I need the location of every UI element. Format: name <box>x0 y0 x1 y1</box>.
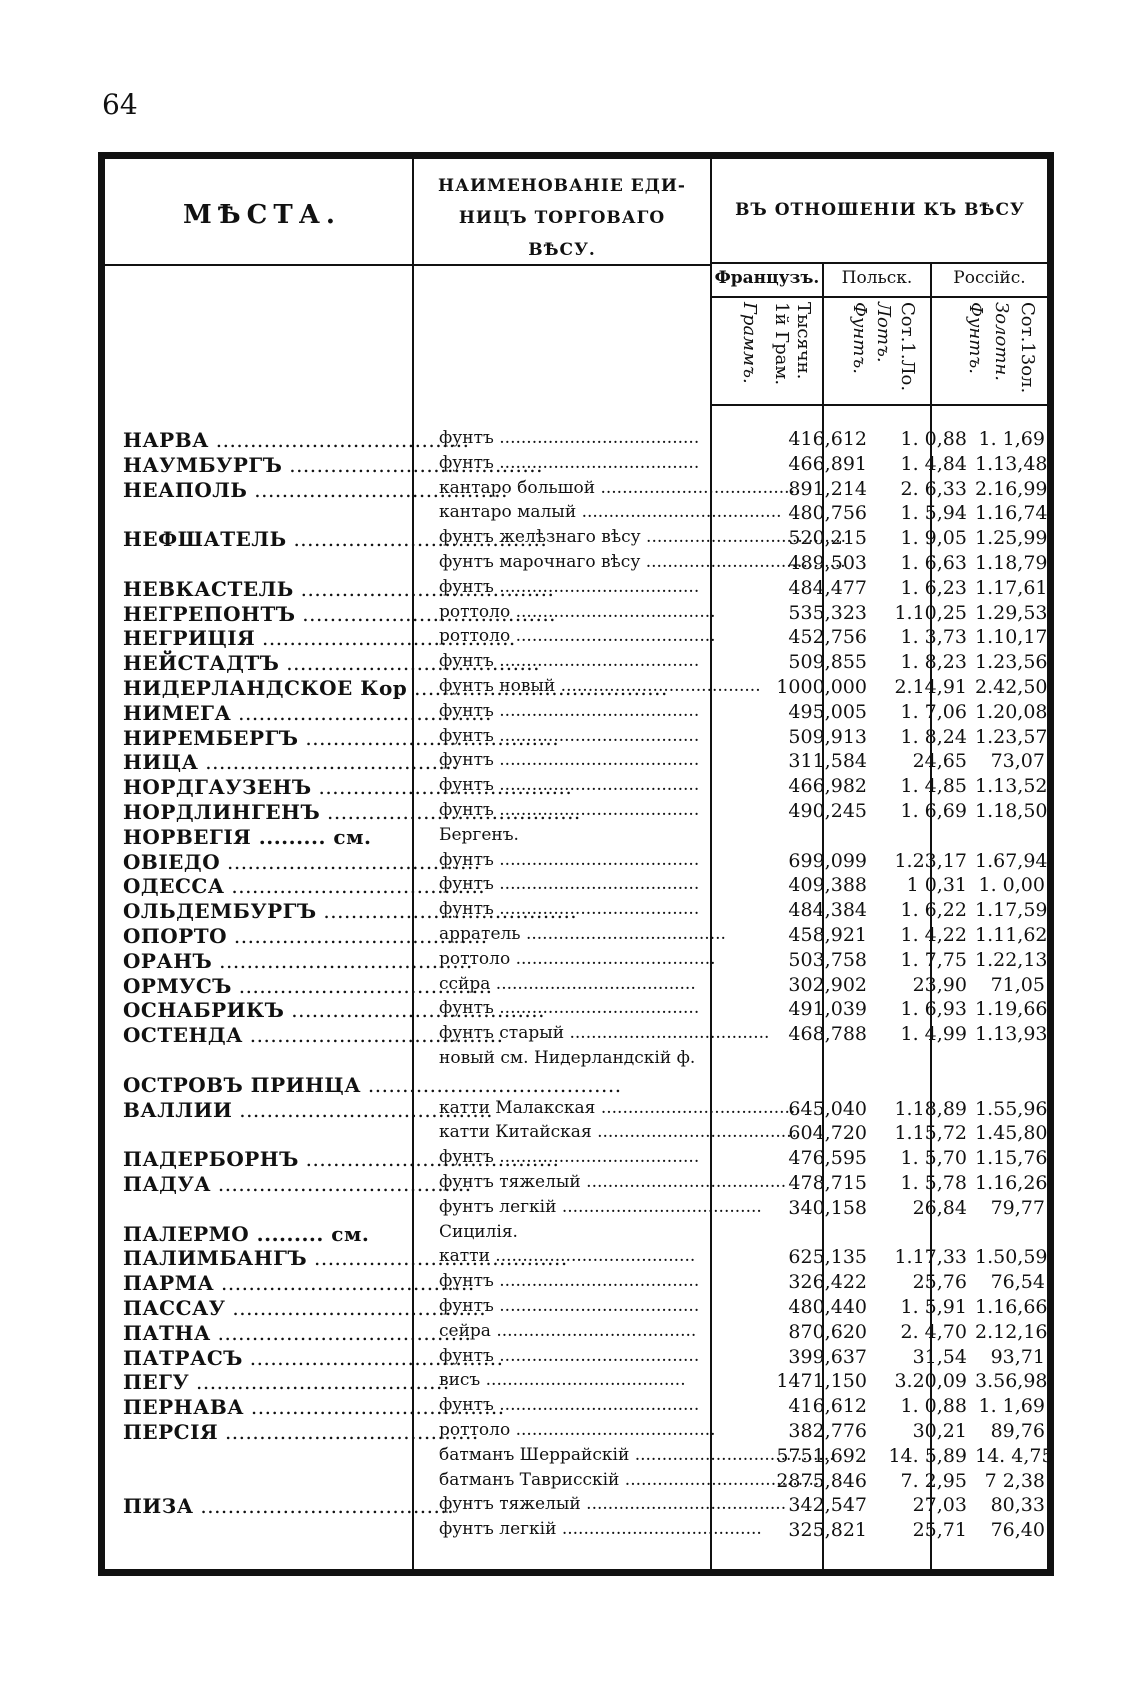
table-row <box>105 974 1045 999</box>
russian-value-cell: 1.17,59 <box>975 899 1048 922</box>
table-row <box>105 1097 1048 1123</box>
polish-value-cell: 30,21 <box>912 1420 967 1442</box>
polish-value-cell: 1. 0,88 <box>900 1395 967 1418</box>
unit-cell: фунтъ ..... <box>439 850 714 870</box>
table-row <box>105 899 1048 924</box>
russian-value-cell: 1.16,74 <box>975 502 1048 525</box>
unit-cell: фунтъ легкій ..... <box>439 1197 714 1217</box>
unit-cell: кантаро большой ..... <box>439 478 714 498</box>
table-row <box>105 1296 1048 1321</box>
french-value-cell: 503,758 <box>788 948 867 971</box>
french-value-cell: 484,477 <box>788 576 867 599</box>
table-row <box>105 700 1048 726</box>
polish-value-cell: 1.23,17 <box>894 849 967 872</box>
table-row <box>105 502 1048 527</box>
place-cell: ОВІЕДО ..... <box>123 850 415 874</box>
place-cell: ОЛЬДЕМБУРГЪ ..... <box>123 899 415 923</box>
place-cell: ОРМУСЪ ..... <box>123 974 415 998</box>
unit-cell: фунтъ ..... <box>439 1271 714 1291</box>
table-row <box>105 1122 1048 1147</box>
russian-value-cell: 73,07 <box>990 750 1045 773</box>
place-cell: НИДЕРЛАНДСКОЕ Кор ..... <box>123 676 415 700</box>
polish-value-cell: 1. 6,69 <box>900 800 967 822</box>
place-cell: НЕГРЕПОНТЪ ..... <box>123 602 415 626</box>
french-sub-2: Граммъ. <box>739 302 760 384</box>
russian-value-cell: 7 2,38 <box>984 1469 1045 1492</box>
table-row <box>105 924 1048 949</box>
french-value-cell: 382,776 <box>788 1420 867 1442</box>
polish-sub-2: Лотъ. <box>873 302 894 363</box>
polish-value-cell: 26,84 <box>912 1196 967 1219</box>
table-row <box>105 601 1048 627</box>
french-value-cell: 416,612 <box>788 428 867 450</box>
unit-cell: батманъ Шеррайскій ..... <box>439 1445 714 1465</box>
polish-value-cell: 1. 4,99 <box>900 1023 967 1046</box>
polish-value-cell: 3.20,09 <box>894 1370 967 1393</box>
table-row <box>105 651 1048 676</box>
unit-cell: фунтъ ..... <box>439 800 714 820</box>
french-value-cell: 625,135 <box>788 1246 867 1269</box>
subheader-russian: Россійс. <box>953 268 1026 288</box>
table-row <box>105 1346 1045 1371</box>
french-value-cell: 416,612 <box>788 1395 867 1418</box>
russian-value-cell: 1.29,53 <box>975 601 1048 624</box>
french-value-cell: 535,323 <box>788 601 867 624</box>
table-row <box>105 825 1045 850</box>
table-row <box>105 1048 1045 1073</box>
polish-value-cell: 31,54 <box>912 1345 967 1368</box>
polish-value-cell: 1. 8,24 <box>900 725 967 748</box>
table-row <box>105 1073 1045 1098</box>
place-cell: НИРЕМБЕРГЪ ..... <box>123 726 415 750</box>
french-value-cell: 870,620 <box>788 1320 867 1343</box>
russian-value-cell: 1.45,80 <box>975 1122 1048 1145</box>
russian-value-cell: 1.18,79 <box>975 552 1048 574</box>
unit-cell: сейра ..... <box>439 1321 714 1341</box>
header-rule <box>712 404 1047 406</box>
unit-cell: катти ..... <box>439 1246 714 1266</box>
french-value-cell: 340,158 <box>788 1196 867 1219</box>
unit-cell: фунтъ легкій ..... <box>439 1519 714 1539</box>
table-row <box>105 1172 1048 1197</box>
table-row <box>105 998 1048 1023</box>
unit-cell: фунтъ ..... <box>439 701 714 721</box>
polish-value-cell: 1. 7,75 <box>900 948 967 971</box>
table-row <box>105 527 1048 552</box>
french-value-cell: 645,040 <box>788 1097 867 1120</box>
unit-cell: фунтъ ..... <box>439 1147 714 1167</box>
polish-value-cell: 27,03 <box>912 1494 967 1517</box>
polish-value-cell: 1. 8,23 <box>900 651 967 674</box>
place-cell: ПАТРАСЪ ..... <box>123 1346 415 1370</box>
unit-cell: фунтъ ..... <box>439 998 714 1018</box>
russian-value-cell: 1.10,17 <box>975 626 1048 649</box>
russian-value-cell: 93,71 <box>990 1345 1045 1368</box>
french-value-cell: 604,720 <box>788 1122 867 1145</box>
polish-value-cell: 24,65 <box>912 750 967 773</box>
place-cell: НИЦА ..... <box>123 750 415 774</box>
unit-cell: батманъ Таврисскій ..... <box>439 1470 714 1490</box>
french-value-cell: 5751,692 <box>776 1444 867 1467</box>
russian-value-cell: 2.42,50 <box>975 676 1048 698</box>
french-value-cell: 476,595 <box>788 1147 867 1170</box>
header-units-line: НИЦЪ ТОРГОВАГО <box>458 208 666 228</box>
french-value-cell: 311,584 <box>788 750 867 773</box>
unit-cell: катти Малакская ..... <box>439 1098 714 1118</box>
unit-cell: фунтъ тяжелый ..... <box>439 1172 714 1192</box>
polish-value-cell: 1. 6,23 <box>900 576 967 599</box>
french-value-cell: 478,715 <box>788 1172 867 1194</box>
russian-value-cell: 89,76 <box>990 1420 1045 1442</box>
russian-value-cell: 1.18,50 <box>975 800 1048 822</box>
unit-cell: фунтъ ..... <box>439 899 714 919</box>
french-value-cell: 466,891 <box>788 452 867 475</box>
russian-value-cell: 1.11,62 <box>975 924 1048 946</box>
russian-value-cell: 1. 0,00 <box>978 874 1045 897</box>
header-units <box>414 170 710 266</box>
place-cell: НЕВКАСТЕЛЬ ..... <box>123 577 415 601</box>
french-value-cell: 509,913 <box>788 725 867 748</box>
table-row <box>105 1494 1045 1519</box>
russian-value-cell: 3.56,98 <box>975 1370 1048 1393</box>
polish-value-cell: 1. 9,05 <box>900 527 967 550</box>
polish-value-cell: 1. 6,93 <box>900 998 967 1021</box>
place-cell: ПИЗА ..... <box>123 1494 415 1518</box>
unit-cell: фунтъ ..... <box>439 874 714 894</box>
french-value-cell: 302,902 <box>788 973 867 996</box>
polish-sub-3: Фунтъ. <box>849 302 870 375</box>
french-value-cell: 480,756 <box>788 502 867 525</box>
unit-cell: фунтъ ..... <box>439 1346 714 1366</box>
unit-cell: фунтъ ..... <box>439 1296 714 1316</box>
unit-cell: Сицилія. <box>439 1221 518 1242</box>
unit-cell: фунтъ новый ..... <box>439 676 714 696</box>
polish-value-cell: 25,71 <box>912 1519 967 1542</box>
russian-value-cell: 71,05 <box>990 973 1045 996</box>
polish-value-cell: 14. 5,89 <box>888 1444 967 1467</box>
polish-value-cell: 7. 2,95 <box>900 1469 967 1492</box>
french-value-cell: 489,503 <box>788 552 867 574</box>
polish-value-cell: 2. 4,70 <box>900 1320 967 1343</box>
russian-value-cell: 1.55,96 <box>975 1097 1048 1120</box>
unit-cell: фунтъ ..... <box>439 750 714 770</box>
table-row <box>105 1197 1045 1222</box>
polish-value-cell: 1. 7,06 <box>900 700 967 723</box>
russian-value-cell: 1.15,76 <box>975 1147 1048 1170</box>
unit-cell: фунтъ ..... <box>439 453 714 473</box>
french-value-cell: 409,388 <box>788 874 867 897</box>
russian-value-cell: 80,33 <box>990 1494 1045 1517</box>
russian-sub-1: Сот.13ол. <box>1017 302 1038 394</box>
russian-value-cell: 76,54 <box>990 1271 1045 1294</box>
place-cell: ПЕРСІЯ ..... <box>123 1420 415 1444</box>
table-row <box>105 1147 1048 1172</box>
subheader-french: Французъ. <box>714 268 820 288</box>
header-places: МѢСТА. <box>183 200 341 230</box>
table-row <box>105 750 1045 775</box>
polish-value-cell: 1. 3,73 <box>900 626 967 649</box>
russian-value-cell: 1. 1,69 <box>978 428 1045 450</box>
place-cell: ПАССАУ ..... <box>123 1296 415 1320</box>
polish-value-cell: 23,90 <box>912 973 967 996</box>
unit-cell: роттоло ..... <box>439 1420 714 1440</box>
polish-value-cell: 1.10,25 <box>894 601 967 624</box>
unit-cell: фунтъ тяжелый ..... <box>439 1494 714 1514</box>
place-cell: НЕЙСТАДТЪ ..... <box>123 651 415 675</box>
place-cell: ВАЛЛИИ ..... <box>123 1098 415 1122</box>
unit-cell: фунтъ ..... <box>439 1395 714 1415</box>
table-row <box>105 1470 1045 1495</box>
french-value-cell: 1471,150 <box>776 1370 867 1393</box>
russian-sub-2: Золотн. <box>991 302 1012 381</box>
place-cell: ОСТЕНДА ..... <box>123 1023 415 1047</box>
french-value-cell: 491,039 <box>788 998 867 1021</box>
french-value-cell: 326,422 <box>788 1271 867 1294</box>
unit-cell: новый см. Нидерландскій ф. <box>439 1048 696 1068</box>
table-row <box>105 1395 1045 1420</box>
unit-cell: катти Китайская ..... <box>439 1122 714 1142</box>
polish-value-cell: 1. 5,91 <box>900 1296 967 1318</box>
table-row <box>105 948 1048 974</box>
polish-value-cell: 25,76 <box>912 1271 967 1294</box>
french-value-cell: 480,440 <box>788 1296 867 1318</box>
unit-cell: фунтъ ..... <box>439 651 714 671</box>
table-row <box>105 452 1048 478</box>
russian-value-cell: 1.16,66 <box>975 1296 1048 1318</box>
header-units-line: ВѢСУ. <box>528 240 596 260</box>
place-cell: ПАРМА ..... <box>123 1271 415 1295</box>
russian-value-cell: 1.23,56 <box>975 651 1048 674</box>
place-cell: НАУМБУРГЪ ..... <box>123 453 415 477</box>
russian-value-cell: 1.23,57 <box>975 725 1048 748</box>
polish-value-cell: 1.17,33 <box>894 1246 967 1269</box>
place-cell: ПЕРНАВА ..... <box>123 1395 415 1419</box>
table-row <box>105 849 1048 875</box>
french-value-cell: 399,637 <box>788 1345 867 1368</box>
place-cell: НОРВЕГІЯ ......... см. <box>123 824 372 849</box>
russian-value-cell: 1.20,08 <box>975 700 1048 723</box>
polish-value-cell: 1. 4,85 <box>900 775 967 798</box>
french-value-cell: 484,384 <box>788 899 867 922</box>
unit-cell: фунтъ ..... <box>439 726 714 746</box>
french-value-cell: 2875,846 <box>776 1469 867 1492</box>
polish-value-cell: 1 0,31 <box>906 874 967 897</box>
polish-value-cell: 2.14,91 <box>894 676 967 698</box>
unit-cell: фунтъ ..... <box>439 577 714 597</box>
russian-sub-3: Фунтъ. <box>965 302 986 375</box>
place-cell: ПАДУА ..... <box>123 1172 415 1196</box>
russian-value-cell: 1.13,52 <box>975 775 1048 798</box>
header-ratio: ВЪ ОТНОШЕНІИ КЪ ВѢСУ <box>735 200 1025 220</box>
french-value-cell: 891,214 <box>788 477 867 500</box>
table-row <box>105 800 1048 825</box>
russian-value-cell: 1. 1,69 <box>978 1395 1045 1418</box>
polish-value-cell: 1. 4,22 <box>900 924 967 946</box>
header-rule <box>712 296 1047 298</box>
place-cell: НАРВА ..... <box>123 428 415 452</box>
polish-sub-1: Сот.1.Ло. <box>897 302 918 392</box>
header-rule <box>712 262 1047 264</box>
polish-value-cell: 1. 5,78 <box>900 1172 967 1194</box>
french-sub-1: Тысячн. 1й Грам. <box>771 302 814 386</box>
french-value-cell: 699,099 <box>788 849 867 872</box>
subheader-polish: Польск. <box>841 268 913 288</box>
table-row <box>105 1320 1048 1346</box>
unit-cell: фунтъ старый ..... <box>439 1023 714 1043</box>
table-row <box>105 576 1048 602</box>
unit-cell: фунтъ ..... <box>439 428 714 448</box>
russian-value-cell: 1.22,13 <box>975 948 1048 971</box>
french-value-cell: 490,245 <box>788 800 867 822</box>
page-number: 64 <box>102 88 138 121</box>
russian-value-cell: 1.16,26 <box>975 1172 1048 1194</box>
russian-value-cell: 1.13,93 <box>975 1023 1048 1046</box>
unit-cell: фунтъ марочнаго вѣсу ..... <box>439 552 714 572</box>
french-value-cell: 325,821 <box>788 1519 867 1542</box>
place-cell: ОСТРОВЪ ПРИНЦА ..... <box>123 1073 415 1097</box>
place-cell: НЕФШАТЕЛЬ ..... <box>123 527 415 551</box>
french-value-cell: 466,982 <box>788 775 867 798</box>
french-value-cell: 509,855 <box>788 651 867 674</box>
russian-value-cell: 2.12,16 <box>975 1320 1048 1343</box>
place-cell: ПАЛИМБАНГЪ ..... <box>123 1246 415 1270</box>
table-row <box>105 552 1048 577</box>
french-value-cell: 1000,000 <box>776 676 867 698</box>
polish-value-cell: 1. 5,94 <box>900 502 967 525</box>
table-row <box>105 874 1045 899</box>
place-cell: НОРДЛИНГЕНЪ ..... <box>123 800 415 824</box>
place-cell: ПАТНА ..... <box>123 1321 415 1345</box>
french-value-cell: 520,215 <box>788 527 867 550</box>
russian-value-cell: 1.67,94 <box>975 849 1048 872</box>
place-cell: ОПОРТО ..... <box>123 924 415 948</box>
table-row <box>105 725 1048 751</box>
unit-cell: кантаро малый ..... <box>439 502 714 522</box>
unit-cell: роттоло ..... <box>439 626 714 646</box>
table-row <box>105 428 1045 453</box>
russian-value-cell: 14. 4,75 <box>975 1444 1054 1467</box>
place-cell: ПЕГУ ..... <box>123 1370 415 1394</box>
place-cell: НЕГРИЦІЯ ..... <box>123 626 415 650</box>
table-row <box>105 626 1048 651</box>
table-row <box>105 1023 1048 1048</box>
place-cell: НИМЕГА ..... <box>123 701 415 725</box>
place-cell: ПАДЕРБОРНЪ ..... <box>123 1147 415 1171</box>
polish-value-cell: 1.15,72 <box>894 1122 967 1145</box>
french-value-cell: 452,756 <box>788 626 867 649</box>
table-row <box>105 1271 1045 1296</box>
russian-value-cell: 1.50,59 <box>975 1246 1048 1269</box>
russian-value-cell: 2.16,99 <box>975 477 1048 500</box>
place-cell: ОРАНЪ ..... <box>123 949 415 973</box>
polish-value-cell: 1. 4,84 <box>900 452 967 475</box>
place-cell: ПАЛЕРМО ......... см. <box>123 1221 370 1246</box>
table-row <box>105 477 1048 503</box>
table-row <box>105 1420 1045 1445</box>
russian-value-cell: 1.17,61 <box>975 576 1048 599</box>
polish-value-cell: 1. 6,63 <box>900 552 967 574</box>
table-row <box>105 1519 1045 1544</box>
header-units-line: НАИМЕНОВАНІЕ ЕДИ- <box>438 176 686 196</box>
unit-cell: роттоло ..... <box>439 949 714 969</box>
unit-cell: арратель ..... <box>439 924 714 944</box>
russian-value-cell: 1.19,66 <box>975 998 1048 1021</box>
polish-value-cell: 1. 5,70 <box>900 1147 967 1170</box>
table-row <box>105 1222 1045 1247</box>
unit-cell: Бергенъ. <box>439 824 519 845</box>
table-row <box>105 676 1048 701</box>
place-cell: НЕАПОЛЬ ..... <box>123 478 415 502</box>
place-cell: ОДЕССА ..... <box>123 874 415 898</box>
unit-cell: висъ ..... <box>439 1370 714 1390</box>
place-cell: НОРДГАУЗЕНЪ ..... <box>123 775 415 799</box>
unit-cell: ссйра ..... <box>439 974 714 994</box>
table-row <box>105 775 1048 800</box>
table-row <box>105 1246 1048 1271</box>
russian-value-cell: 76,40 <box>990 1519 1045 1542</box>
russian-value-cell: 1.25,99 <box>975 527 1048 550</box>
table-row <box>105 1370 1048 1395</box>
polish-value-cell: 1. 0,88 <box>900 428 967 450</box>
french-value-cell: 342,547 <box>788 1494 867 1517</box>
unit-cell: фунтъ ..... <box>439 775 714 795</box>
place-cell: ОСНАБРИКЪ ..... <box>123 998 415 1022</box>
table-row <box>105 1444 1054 1470</box>
french-value-cell: 458,921 <box>788 924 867 946</box>
unit-cell: роттоло ..... <box>439 602 714 622</box>
russian-value-cell: 1.13,48 <box>975 452 1048 475</box>
french-value-cell: 468,788 <box>788 1023 867 1046</box>
polish-value-cell: 1.18,89 <box>894 1097 967 1120</box>
russian-value-cell: 79,77 <box>990 1196 1045 1219</box>
french-value-cell: 495,005 <box>788 700 867 723</box>
polish-value-cell: 1. 6,22 <box>900 899 967 922</box>
unit-cell: фунтъ желѣзнаго вѣсу ..... <box>439 527 714 547</box>
polish-value-cell: 2. 6,33 <box>900 477 967 500</box>
